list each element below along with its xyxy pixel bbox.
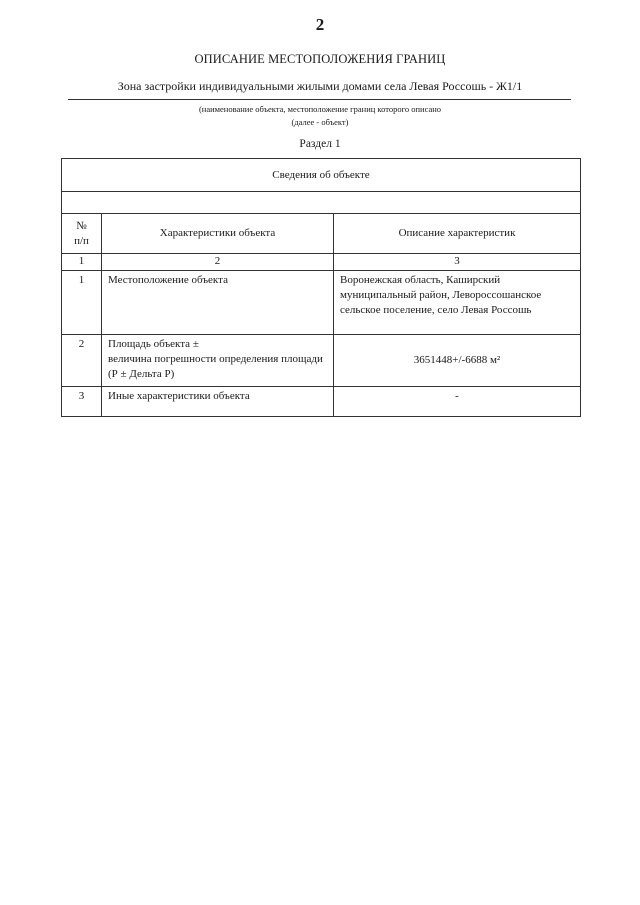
table-heading-row [62, 159, 581, 192]
object-name-underline [68, 99, 571, 100]
row-characteristic: Площадь объекта ± величина погрешности определения площади (Р ± Дельта Р) [102, 335, 334, 387]
table-heading: Сведения об объекте [62, 159, 581, 192]
document-title: ОПИСАНИЕ МЕСТОПОЛОЖЕНИЯ ГРАНИЦ [194, 52, 446, 66]
column-number-2: 2 [102, 254, 334, 271]
row-description: 3651448+/-6688 м² [334, 335, 581, 387]
column-header-num: № п/п [62, 214, 102, 254]
object-name: Зона застройки индивидуальными жилыми домами села Левая Россошь - Ж1/1 [117, 79, 523, 93]
section-title: Раздел 1 [299, 138, 341, 150]
row-characteristic: Иные характеристики объекта [102, 387, 334, 417]
table-spacer-cell [62, 192, 581, 214]
column-header-description: Описание характеристик [334, 214, 581, 254]
table-spacer-row [62, 192, 581, 214]
object-name-caption-line2: (далее - объект) [291, 117, 349, 127]
table-row [62, 387, 581, 417]
column-number-row [62, 254, 581, 271]
row-num: 2 [62, 335, 102, 387]
object-info-table [61, 158, 581, 417]
table-row [62, 335, 581, 387]
column-header-characteristic: Характеристики объекта [102, 214, 334, 254]
row-characteristic: Местоположение объекта [102, 271, 334, 335]
row-description: Воронежская область, Каширский муниципальный район, Левороссошанское сельское поселение, село Левая Россошь [334, 271, 581, 335]
table-header-row [62, 214, 581, 254]
row-description: - [334, 387, 581, 417]
object-name-caption-line1: (наименование объекта, местоположение границ которого описано [198, 104, 442, 114]
row-num: 3 [62, 387, 102, 417]
column-number-3: 3 [334, 254, 581, 271]
row-num: 1 [62, 271, 102, 335]
column-number-1: 1 [62, 254, 102, 271]
page-number: 2 [315, 15, 325, 34]
table-row [62, 271, 581, 335]
